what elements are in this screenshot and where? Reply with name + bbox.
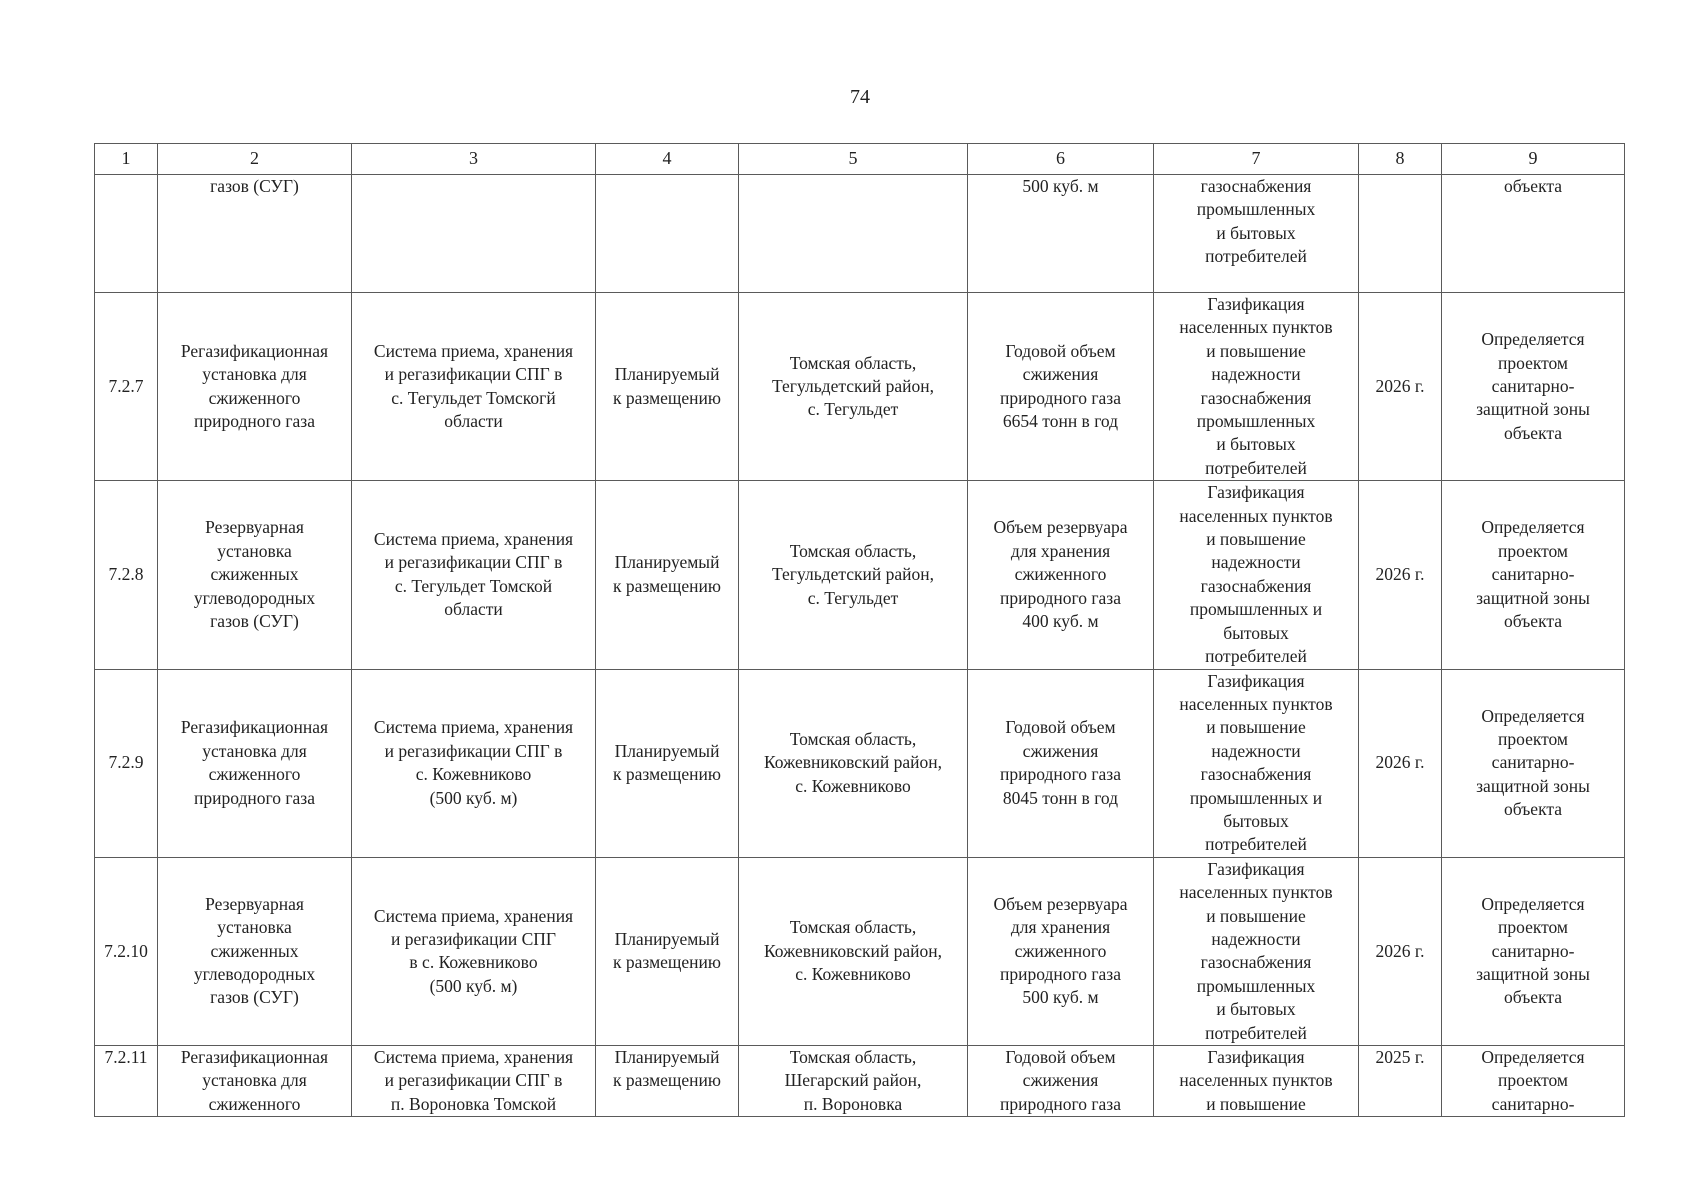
table-cell: [1359, 293, 1442, 481]
cell-text: Годовой объем сжижения природного газа 6654 тонн в год: [1000, 340, 1121, 432]
cell-text: 7.2.9: [108, 752, 144, 773]
table-cell: [1359, 857, 1442, 1045]
table-cell: [596, 669, 739, 857]
cell-text: Томская область, Кожевниковский район, с. Кожевниково: [763, 917, 942, 985]
cell-text: газоснабжения промышленных и бытовых потребителей: [1196, 176, 1316, 267]
page-number: 74: [850, 86, 870, 108]
cell-text: Годовой объем сжижения природного газа 8045 тонн в год: [1000, 717, 1121, 808]
cell-text: Система приема, хранения и регазификации СПГ в с. Тегульдет Томскогй области: [373, 340, 574, 432]
table-cell: [596, 857, 739, 1045]
cell-text: Определяется проектом санитарно- защитной зоны объекта: [1476, 893, 1590, 1008]
cell-text: 2025 г.: [1375, 1047, 1425, 1067]
table-cell: [1442, 857, 1625, 1045]
table-row: [95, 1046, 1625, 1117]
table-cell: [1359, 1046, 1442, 1117]
cell-text: Регазификационная установка для сжиженного: [180, 1047, 329, 1114]
table-cell: [95, 293, 158, 481]
header-cell: 6: [968, 144, 1154, 175]
cell-text: Регазификационная установка для сжиженного природного газа: [180, 717, 329, 808]
table-cell: [1442, 669, 1625, 857]
cell-text: 2026 г.: [1375, 564, 1425, 585]
header-cell: 2: [158, 144, 352, 175]
cell-text: 2026 г.: [1375, 375, 1425, 396]
cell-text: 7.2.8: [108, 564, 144, 585]
table-cell: [95, 481, 158, 669]
cell-text: Томская область, Тегульдетский район, с. Тегульдет: [772, 352, 934, 420]
table-cell: [1442, 1046, 1625, 1117]
cell-text: Объем резервуара для хранения сжиженного природного газа 400 куб. м: [993, 517, 1128, 631]
table-row: [95, 175, 1625, 293]
table-cell: [596, 175, 739, 293]
table-cell: [1442, 481, 1625, 669]
cell-text: 7.2.10: [104, 940, 148, 961]
table-cell: [968, 175, 1154, 293]
table-cell: [352, 669, 596, 857]
cell-text: объекта: [1504, 176, 1562, 196]
table-cell: [739, 293, 968, 481]
table-cell: [158, 857, 352, 1045]
table-row: [95, 669, 1625, 857]
cell-text: Планируемый к размещению: [613, 740, 721, 785]
table-cell: [352, 857, 596, 1045]
cell-text: Система приема, хранения и регазификации СПГ в с. Кожевниково (500 куб. м): [373, 905, 574, 996]
cell-text: Томская область, Шегарский район, п. Вороновка: [784, 1047, 922, 1114]
table-cell: [1359, 175, 1442, 293]
cell-text: 7.2.11: [104, 1047, 148, 1067]
table-cell: [739, 481, 968, 669]
cell-text: Газификация населенных пунктов и повышение надежности газоснабжения промышленных и бытовых потребителей: [1179, 482, 1333, 667]
table-cell: [1154, 1046, 1359, 1117]
cell-text: Газификация населенных пунктов и повышение надежности газоснабжения промышленных и бытовых потребителей: [1179, 858, 1333, 1043]
cell-text: Определяется проектом санитарно- защитной зоны объекта: [1476, 705, 1590, 820]
table-cell: [95, 1046, 158, 1117]
cell-text: Газификация населенных пунктов и повышение: [1179, 1047, 1333, 1114]
table-cell: [158, 669, 352, 857]
cell-text: 2026 г.: [1375, 752, 1425, 773]
cell-text: Система приема, хранения и регазификации СПГ в п. Вороновка Томской: [373, 1047, 574, 1114]
table-cell: [1442, 293, 1625, 481]
table-cell: [1442, 175, 1625, 293]
cell-text: Резервуарная установка сжиженных углеводородных газов (СУГ): [193, 517, 316, 631]
table-cell: [739, 175, 968, 293]
table-cell: [739, 857, 968, 1045]
table-cell: [1359, 481, 1442, 669]
cell-text: Планируемый к размещению: [613, 928, 721, 973]
cell-text: Планируемый к размещению: [613, 552, 721, 596]
table-cell: [1154, 857, 1359, 1045]
table-cell: [968, 1046, 1154, 1117]
table-cell: [739, 1046, 968, 1117]
table-row: [95, 293, 1625, 481]
table-cell: [968, 669, 1154, 857]
table-cell: [968, 293, 1154, 481]
table-row: [95, 481, 1625, 669]
cell-text: Планируемый к размещению: [613, 364, 721, 408]
cell-text: Газификация населенных пунктов и повышение надежности газоснабжения промышленных и бытовых потребителей: [1179, 294, 1333, 478]
header-cell: 7: [1154, 144, 1359, 175]
header-cell: 3: [352, 144, 596, 175]
header-cell: 1: [95, 144, 158, 175]
table-cell: [1154, 293, 1359, 481]
header-cell: 5: [739, 144, 968, 175]
cell-text: газов (СУГ): [210, 176, 299, 196]
cell-text: 500 куб. м: [1022, 176, 1099, 196]
table-cell: [95, 857, 158, 1045]
cell-text: Регазификационная установка для сжиженного природного газа: [180, 340, 329, 432]
table-row: [95, 857, 1625, 1045]
cell-text: Система приема, хранения и регазификации СПГ в с. Кожевниково (500 куб. м): [373, 717, 574, 808]
table-cell: [352, 293, 596, 481]
header-cell: 9: [1442, 144, 1625, 175]
cell-text: 7.2.7: [108, 375, 144, 396]
cell-text: Система приема, хранения и регазификации СПГ в с. Тегульдет Томской области: [373, 529, 574, 620]
cell-text: Определяется проектом санитарно- защитной зоны объекта: [1476, 517, 1590, 631]
objects-table: [94, 143, 1625, 1117]
cell-text: Годовой объем сжижения природного газа: [1000, 1047, 1121, 1114]
table-cell: [1154, 481, 1359, 669]
table-cell: [596, 481, 739, 669]
cell-text: Резервуарная установка сжиженных углеводородных газов (СУГ): [193, 893, 316, 1008]
cell-text: Томская область, Тегульдетский район, с. Тегульдет: [772, 540, 934, 608]
table-cell: [158, 1046, 352, 1117]
table-cell: [968, 481, 1154, 669]
table-cell: [352, 175, 596, 293]
cell-text: Томская область, Кожевниковский район, с. Кожевниково: [763, 729, 942, 796]
table-cell: [158, 175, 352, 293]
table-header-row: [95, 144, 1625, 175]
table-cell: [739, 669, 968, 857]
table-cell: [596, 293, 739, 481]
cell-text: Объем резервуара для хранения сжиженного природного газа 500 куб. м: [993, 893, 1128, 1008]
table-cell: [968, 857, 1154, 1045]
table-cell: [95, 669, 158, 857]
cell-text: 2026 г.: [1375, 940, 1425, 961]
header-cell: 4: [596, 144, 739, 175]
table-cell: [1154, 669, 1359, 857]
table-cell: [158, 481, 352, 669]
table-cell: [1154, 175, 1359, 293]
table-cell: [158, 293, 352, 481]
table-cell: [596, 1046, 739, 1117]
table-cell: [95, 175, 158, 293]
cell-text: Определяется проектом санитарно- защитной зоны объекта: [1476, 329, 1590, 443]
table-cell: [352, 481, 596, 669]
cell-text: Определяется проектом санитарно-: [1481, 1047, 1585, 1114]
cell-text: Газификация населенных пунктов и повышение надежности газоснабжения промышленных и бытовых потребителей: [1179, 670, 1333, 855]
table-cell: [352, 1046, 596, 1117]
header-cell: 8: [1359, 144, 1442, 175]
table-cell: [1359, 669, 1442, 857]
cell-text: Планируемый к размещению: [613, 1047, 721, 1091]
